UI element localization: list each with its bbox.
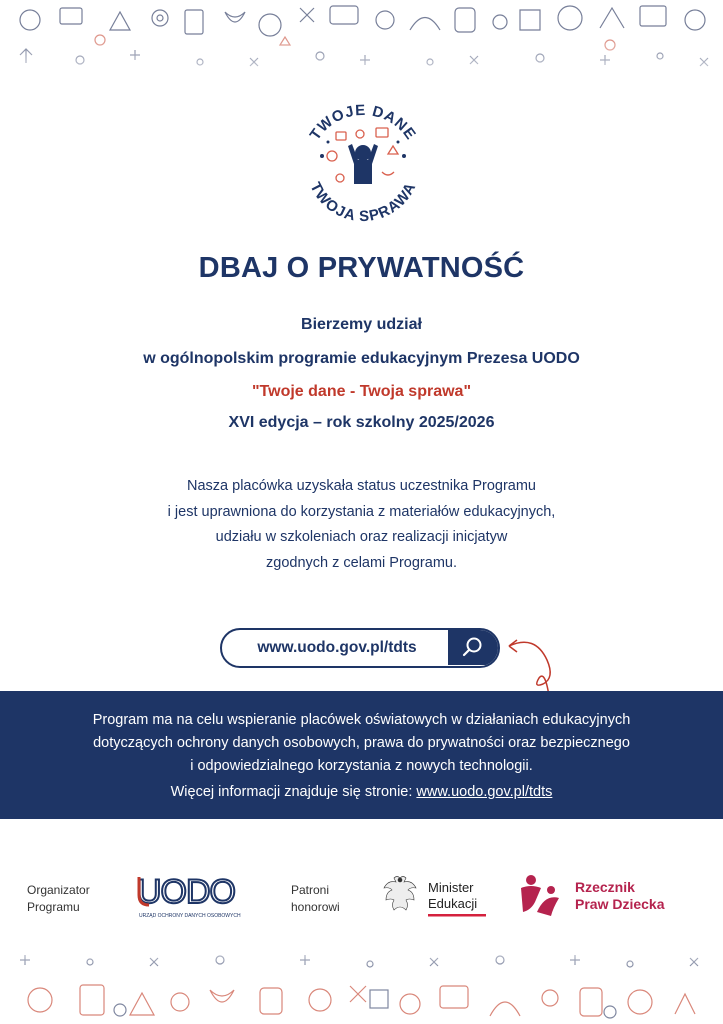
band-line-2: dotyczących ochrony danych osobowych, prawa do prywatności oraz bezpiecznego	[93, 735, 630, 751]
description-line-2: i jest uprawniona do korzystania z materiałów edukacyjnych,	[167, 504, 556, 520]
page-title: DBAJ O PRYWATNOŚĆ	[198, 252, 525, 284]
rpd-line-1: Rzecznik	[575, 879, 635, 895]
url-search-bar[interactable]	[220, 628, 500, 668]
search-button[interactable]	[448, 630, 498, 665]
rpd-figures-icon	[521, 875, 559, 916]
organizer-label	[27, 882, 90, 916]
patrons-label-line-1: Patroni	[291, 883, 330, 897]
program-name: "Twoje dane - Twoja sprawa"	[251, 383, 472, 400]
minister-line-1: Minister	[428, 880, 474, 895]
program-info-band	[0, 691, 723, 819]
organizer-label-line-1: Organizator	[27, 883, 90, 897]
search-icon	[448, 630, 498, 665]
uodo-logo-caption: URZĄD OCHRONY DANYCH OSOBOWYCH	[139, 913, 241, 919]
program-logo	[298, 98, 428, 230]
top-doodle-pattern	[0, 0, 723, 92]
svg-text:TWOJA SPRAWA	[306, 179, 419, 225]
description-line-3: udziału w szkoleniach oraz realizacji inicjatyw	[215, 529, 508, 545]
band-line-3: i odpowiedzialnego korzystania z nowych technologii.	[190, 758, 533, 774]
band-line-1: Program ma na celu wspieranie placówek oświatowych w działaniach edukacyjnych	[92, 712, 631, 728]
rzecznik-praw-dziecka-logo	[515, 872, 685, 920]
eagle-emblem-icon	[384, 877, 416, 911]
band-line-4	[0, 784, 723, 800]
logo-top-text: TWOJE DANE	[306, 101, 420, 144]
intro-line-2: w ogólnopolskim programie edukacyjnym Prezesa UODO	[143, 350, 580, 367]
organizer-label-line-2: Programu	[27, 900, 80, 914]
minister-line-2: Edukacji	[428, 896, 478, 911]
bottom-doodle-pattern	[0, 930, 723, 1024]
patrons-label-line-2: honorowi	[291, 900, 340, 914]
logo-bottom-text: TWOJA SPRAWA	[306, 179, 420, 226]
curly-arrow-icon	[505, 630, 565, 700]
more-info-text: Więcej informacji znajduje się stronie:	[170, 784, 417, 800]
intro-line-1: Bierzemy udział	[301, 316, 422, 333]
patrons-label	[291, 882, 340, 916]
search-url-text[interactable]: www.uodo.gov.pl/tdts	[257, 639, 417, 656]
description-line-1: Nasza placówka uzyskała status uczestnika Programu	[187, 478, 536, 494]
rpd-line-2: Praw Dziecka	[575, 896, 665, 912]
more-info-link[interactable]: www.uodo.gov.pl/tdts	[416, 784, 553, 800]
edition-line: XVI edycja – rok szkolny 2025/2026	[228, 414, 495, 431]
description-line-4: zgodnych z celami Programu.	[266, 555, 457, 571]
minister-education-logo	[380, 872, 490, 922]
uodo-logo	[137, 873, 249, 921]
uodo-logo-text: UODO	[137, 873, 235, 911]
child-figure-icon	[348, 144, 378, 184]
